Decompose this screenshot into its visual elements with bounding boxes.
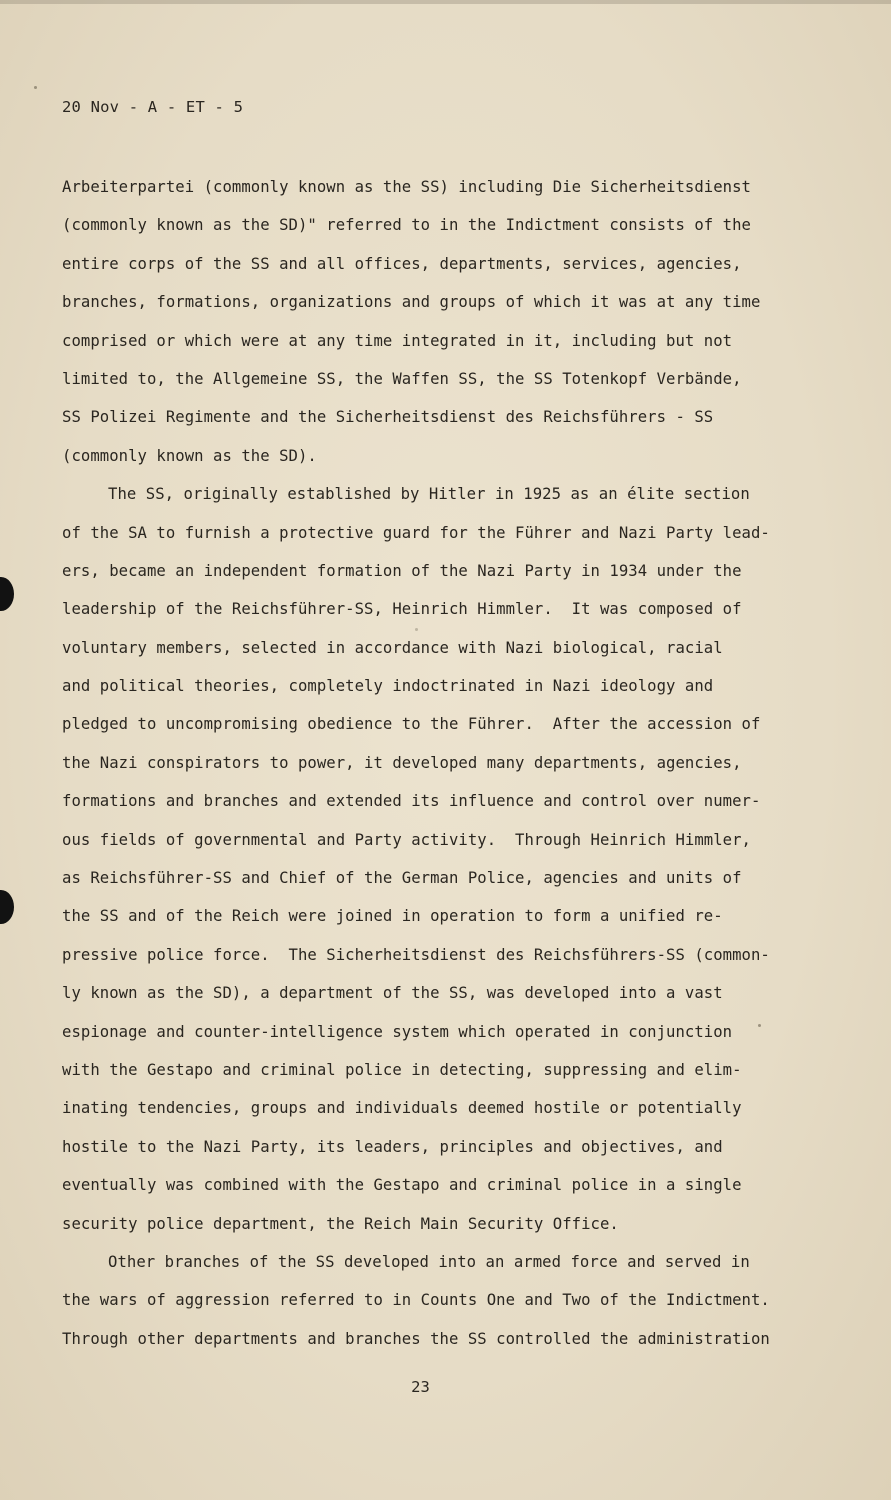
page-number: 23 (411, 1378, 430, 1396)
text-line: Through other departments and branches the SS controlled the administration (62, 1329, 770, 1348)
text-line: (commonly known as the SD). (62, 446, 317, 465)
text-line: The SS, originally established by Hitler in 1925 as an élite section (108, 485, 750, 504)
text-line: ly known as the SD), a department of the SS, was developed into a vast (62, 984, 723, 1003)
text-line: entire corps of the SS and all offices, departments, services, agencies, (62, 254, 742, 273)
text-line: espionage and counter-intelligence system which operated in conjunction (62, 1022, 733, 1041)
text-line: limited to, the Allgemeine SS, the Waffen SS, the SS Totenkopf Verbände, (62, 369, 742, 388)
text-line: ers, became an independent formation of the Nazi Party in 1934 under the (62, 561, 742, 580)
text-line: of the SA to furnish a protective guard for the Führer and Nazi Party lead- (62, 523, 770, 542)
text-line: SS Polizei Regimente and the Sicherheitsdienst des Reichsführers - SS (62, 408, 714, 427)
text-line: branches, formations, organizations and groups of which it was at any time (62, 293, 761, 312)
punch-hole (0, 577, 14, 611)
text-line: leadership of the Reichsführer-SS, Heinrich Himmler. It was composed of (62, 600, 742, 619)
text-line: pledged to uncompromising obedience to the Führer. After the accession of (62, 715, 761, 734)
text-line: pressive police force. The Sicherheitsdienst des Reichsführers-SS (common- (62, 945, 770, 964)
text-line: ous fields of governmental and Party activity. Through Heinrich Himmler, (62, 830, 751, 849)
text-line: security police department, the Reich Main Security Office. (62, 1214, 619, 1233)
text-line: hostile to the Nazi Party, its leaders, principles and objectives, and (62, 1137, 723, 1156)
paper-speck (34, 86, 37, 89)
text-line: eventually was combined with the Gestapo and criminal police in a single (62, 1176, 742, 1195)
text-line: the Nazi conspirators to power, it developed many departments, agencies, (62, 753, 742, 772)
text-line: with the Gestapo and criminal police in detecting, suppressing and elim- (62, 1060, 742, 1079)
punch-hole (0, 890, 14, 924)
text-line: (commonly known as the SD)" referred to in the Indictment consists of the (62, 216, 751, 235)
text-line: Arbeiterpartei (commonly known as the SS) including Die Sicherheitsdienst (62, 178, 751, 196)
text-line: and political theories, completely indoctrinated in Nazi ideology and (62, 677, 714, 696)
text-line: inating tendencies, groups and individuals deemed hostile or potentially (62, 1099, 742, 1118)
text-line: as Reichsführer-SS and Chief of the German Police, agencies and units of (62, 869, 742, 888)
text-line: voluntary members, selected in accordance with Nazi biological, racial (62, 638, 723, 657)
text-line: Other branches of the SS developed into an armed force and served in (108, 1252, 750, 1271)
text-line: the SS and of the Reich were joined in operation to form a unified re- (62, 907, 723, 926)
document-header-code: 20 Nov - A - ET - 5 (62, 98, 244, 116)
text-line: the wars of aggression referred to in Counts One and Two of the Indictment. (62, 1291, 770, 1310)
document-body (62, 172, 782, 1362)
text-line: comprised or which were at any time integrated in it, including but not (62, 331, 733, 350)
text-line: formations and branches and extended its influence and control over numer- (62, 792, 761, 811)
page-top-edge (0, 0, 891, 4)
